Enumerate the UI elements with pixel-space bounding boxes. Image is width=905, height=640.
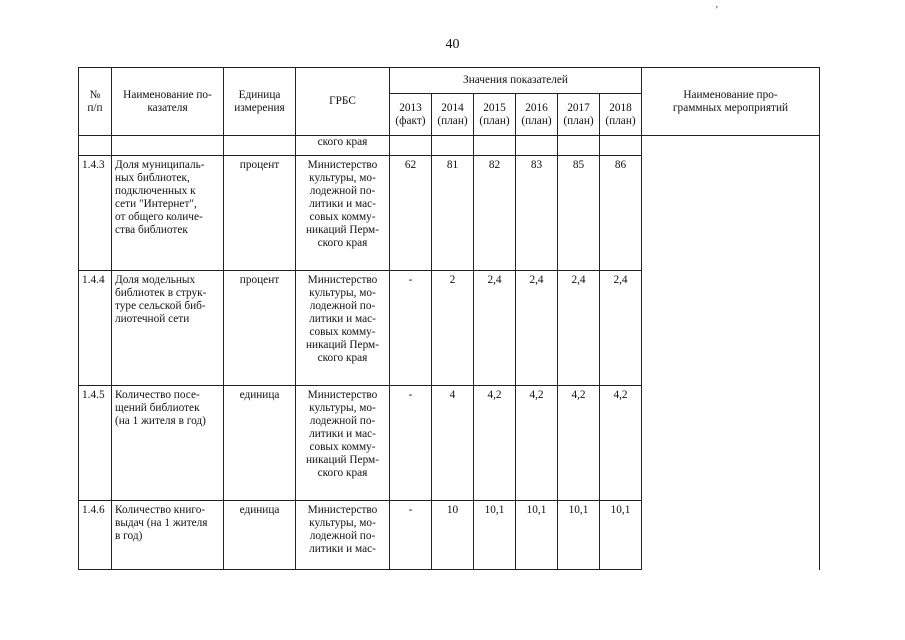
year-kind: (факт) bbox=[395, 114, 426, 127]
indicators-table bbox=[78, 67, 820, 570]
cont-v bbox=[600, 136, 642, 156]
year-kind: (план) bbox=[605, 114, 636, 127]
header-row bbox=[79, 68, 820, 94]
year-kind: (план) bbox=[479, 114, 510, 127]
row-grbs: Министерство культуры, мо- лодежной по- литики и мас- совых комму- никаций Перм- ского края bbox=[296, 271, 390, 386]
row-unit: единица bbox=[224, 501, 296, 570]
row-value: 4,2 bbox=[600, 386, 642, 501]
page-number: 40 bbox=[445, 37, 460, 52]
cont-name bbox=[112, 136, 224, 156]
row-name: Количество посе- щений библиотек (на 1 жителя в год) bbox=[112, 386, 224, 501]
row-grbs: Министерство культуры, мо- лодежной по- литики и мас- совых комму- никаций Перм- ского края bbox=[296, 386, 390, 501]
row-num: 1.4.6 bbox=[79, 501, 112, 570]
cont-v bbox=[432, 136, 474, 156]
row-value: 10,1 bbox=[474, 501, 516, 570]
row-value: 10 bbox=[432, 501, 474, 570]
row-value: 2 bbox=[432, 271, 474, 386]
row-value: 10,1 bbox=[600, 501, 642, 570]
cont-num bbox=[79, 136, 112, 156]
header-program: Наименование про- граммных мероприятий bbox=[642, 68, 820, 136]
year-label: 2017 bbox=[567, 101, 590, 114]
row-value: 83 bbox=[516, 156, 558, 271]
header-values-group: Значения показателей bbox=[390, 68, 642, 94]
cont-v bbox=[474, 136, 516, 156]
row-value: 4 bbox=[432, 386, 474, 501]
row-grbs: Министерство культуры, мо- лодежной по- литики и мас- bbox=[296, 501, 390, 570]
row-value: 81 bbox=[432, 156, 474, 271]
row-value: - bbox=[390, 271, 432, 386]
row-value: 2,4 bbox=[558, 271, 600, 386]
year-label: 2016 bbox=[525, 101, 548, 114]
program-cell bbox=[642, 136, 820, 570]
continuation-row bbox=[79, 136, 820, 156]
header-year-2014 bbox=[432, 94, 474, 136]
row-value: 4,2 bbox=[516, 386, 558, 501]
header-unit: Единица измерения bbox=[224, 68, 296, 136]
row-num: 1.4.3 bbox=[79, 156, 112, 271]
row-unit: процент bbox=[224, 271, 296, 386]
cont-unit bbox=[224, 136, 296, 156]
row-name: Доля муниципаль- ных библиотек, подключенных к сети "Интернет", от общего количе- ства библиотек bbox=[112, 156, 224, 271]
header-year-2018 bbox=[600, 94, 642, 136]
header-name: Наименование по- казателя bbox=[112, 68, 224, 136]
year-label: 2018 bbox=[609, 101, 632, 114]
row-value: 2,4 bbox=[516, 271, 558, 386]
row-value: 86 bbox=[600, 156, 642, 271]
year-kind: (план) bbox=[437, 114, 468, 127]
year-kind: (план) bbox=[563, 114, 594, 127]
row-num: 1.4.5 bbox=[79, 386, 112, 501]
row-value: 10,1 bbox=[558, 501, 600, 570]
row-name: Количество книго- выдач (на 1 жителя в год) bbox=[112, 501, 224, 570]
row-value: - bbox=[390, 386, 432, 501]
row-unit: единица bbox=[224, 386, 296, 501]
header-year-2016 bbox=[516, 94, 558, 136]
cont-v bbox=[558, 136, 600, 156]
row-value: 85 bbox=[558, 156, 600, 271]
scan-mark: ' bbox=[716, 5, 718, 16]
row-grbs: Министерство культуры, мо- лодежной по- литики и мас- совых комму- никаций Перм- ского края bbox=[296, 156, 390, 271]
cont-v bbox=[516, 136, 558, 156]
row-value: 2,4 bbox=[600, 271, 642, 386]
row-name: Доля модельных библиотек в струк- туре сельской биб- лиотечной сети bbox=[112, 271, 224, 386]
row-value: 10,1 bbox=[516, 501, 558, 570]
year-label: 2015 bbox=[483, 101, 506, 114]
header-grbs: ГРБС bbox=[296, 68, 390, 136]
cont-v bbox=[390, 136, 432, 156]
row-num: 1.4.4 bbox=[79, 271, 112, 386]
row-value: 4,2 bbox=[474, 386, 516, 501]
row-value: 4,2 bbox=[558, 386, 600, 501]
row-value: 2,4 bbox=[474, 271, 516, 386]
year-label: 2014 bbox=[441, 101, 464, 114]
header-num: № п/п bbox=[79, 68, 112, 136]
header-year-2017 bbox=[558, 94, 600, 136]
header-year-2013 bbox=[390, 94, 432, 136]
year-label: 2013 bbox=[399, 101, 422, 114]
row-unit: процент bbox=[224, 156, 296, 271]
cont-grbs: ского края bbox=[296, 136, 390, 156]
row-value: 82 bbox=[474, 156, 516, 271]
year-kind: (план) bbox=[521, 114, 552, 127]
row-value: 62 bbox=[390, 156, 432, 271]
row-value: - bbox=[390, 501, 432, 570]
header-year-2015 bbox=[474, 94, 516, 136]
